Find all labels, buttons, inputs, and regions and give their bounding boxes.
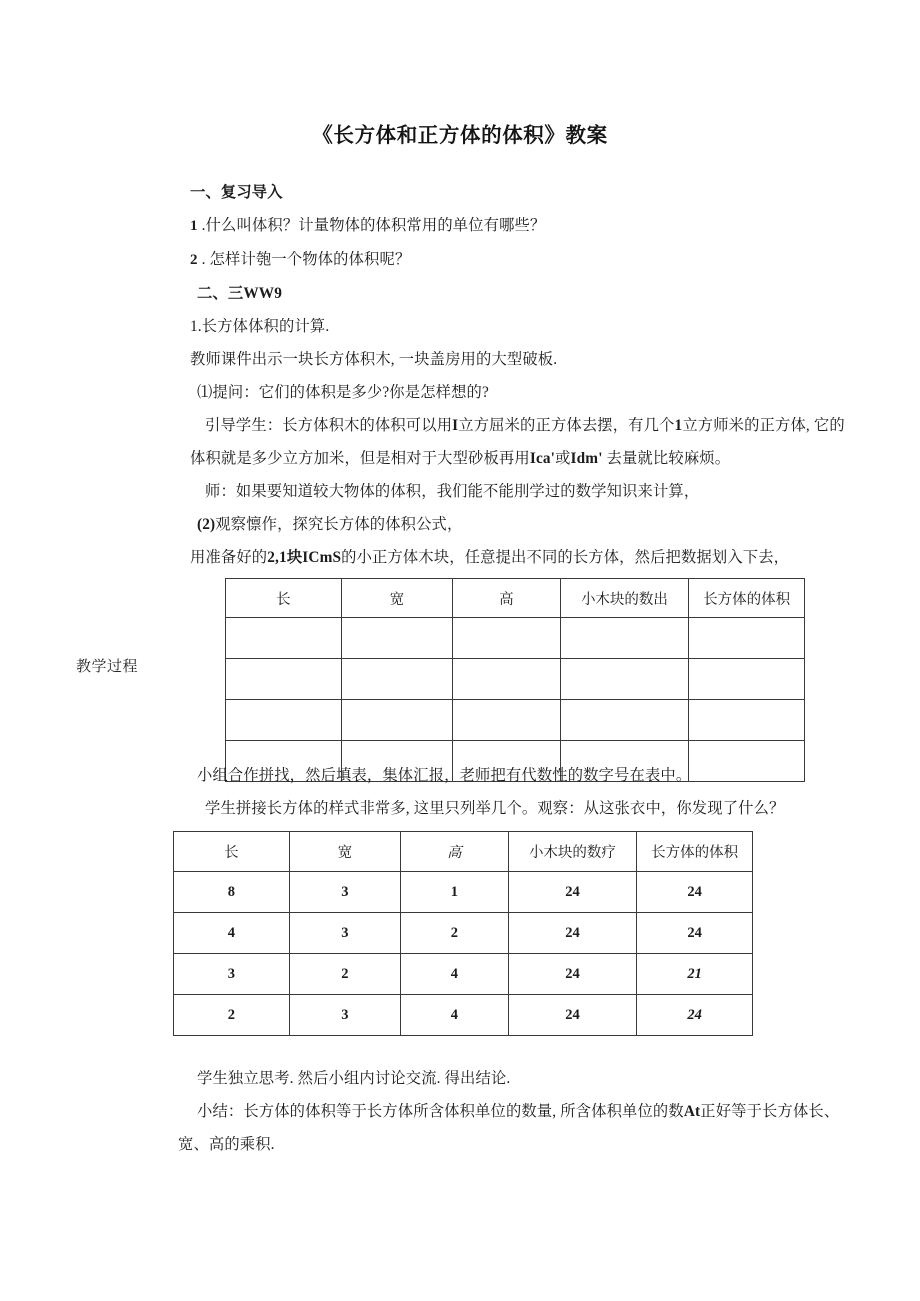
table-cell bbox=[560, 700, 688, 741]
table-row bbox=[174, 913, 753, 954]
guide-students-seg-e: 立方师米的正方体, 它的 bbox=[682, 417, 845, 434]
student-assembly-line: 学生拼接长方体的样式非常多, 这里只列举几个。观察：从这张衣中，你发现了什么？ bbox=[205, 800, 785, 817]
table-header-cell: 宽 bbox=[289, 832, 400, 872]
table-cell: 21 bbox=[637, 954, 753, 995]
table-cell bbox=[341, 700, 452, 741]
materials-count: 2,1 bbox=[267, 549, 287, 566]
table-row bbox=[226, 700, 805, 741]
table-header-cell: 长方体的体积 bbox=[637, 832, 753, 872]
table-cell bbox=[452, 700, 560, 741]
table-cell bbox=[560, 659, 688, 700]
guide-students-seg-c: 立方屈米的正方体去摆，有几个 bbox=[458, 417, 675, 434]
table-cell bbox=[689, 618, 805, 659]
materials-seg-e: 的小正方体木块，任意提出不同的长方体，然后把数据划入下去， bbox=[341, 549, 790, 566]
subsection-1-title: 1.长方体体积的计算. bbox=[190, 318, 330, 335]
page-title: 《长方体和正方体的体积》教案 bbox=[312, 124, 608, 147]
summary-seg-c: 正好等于长方体长、 bbox=[700, 1103, 840, 1120]
guide-students-line-2 bbox=[190, 442, 865, 475]
activity-2-line bbox=[190, 508, 865, 541]
body-text-column bbox=[190, 176, 865, 574]
table-header-cell: 小木块的数出 bbox=[560, 579, 688, 618]
table-cell bbox=[689, 659, 805, 700]
guide-students-line-1 bbox=[190, 409, 865, 442]
guide-students-seg-b: I bbox=[452, 417, 459, 434]
table-cell: 2 bbox=[289, 954, 400, 995]
table-cell: 3 bbox=[289, 995, 400, 1036]
table-cell: 24 bbox=[637, 913, 753, 954]
materials-seg-c: 块 bbox=[286, 549, 303, 566]
table-cell: 8 bbox=[174, 872, 290, 913]
review-item-2-number: 2 bbox=[190, 252, 198, 268]
teacher-prompt-line: 师：如果要知道较大物体的体积，我们能不能刖学过的数学知识来计算， bbox=[205, 483, 700, 500]
independent-thinking-line: 学生独立思考. 然后小组内讨论交流. 得出结论. bbox=[197, 1070, 511, 1087]
section-heading-review: 一、复习导入 bbox=[190, 184, 283, 201]
table-cell bbox=[226, 700, 342, 741]
table-cell: 24 bbox=[637, 872, 753, 913]
table-cell bbox=[560, 618, 688, 659]
table-cell: 3 bbox=[174, 954, 290, 995]
materials-line bbox=[190, 541, 865, 574]
materials-seg-a: 用准备好的 bbox=[190, 549, 268, 566]
guide-students-seg-a: 引导学生：长方体积木的体积可以用 bbox=[205, 417, 453, 434]
summary-seg-a: 小结：长方体的体积等于长方体所含体积单位的数量, 所含体积单位的数 bbox=[197, 1103, 684, 1120]
table-cell bbox=[452, 618, 560, 659]
table-cell bbox=[452, 659, 560, 700]
materials-unit: ICmS bbox=[302, 549, 342, 566]
table-row bbox=[174, 995, 753, 1036]
summary-line-1 bbox=[190, 1095, 865, 1128]
table-row bbox=[174, 954, 753, 995]
review-item-2 bbox=[190, 243, 865, 277]
table-header-cell: 高 bbox=[400, 832, 508, 872]
table-cell: 24 bbox=[508, 913, 636, 954]
table-cell: 24 bbox=[637, 995, 753, 1036]
table-header-cell: 长方体的体积 bbox=[689, 579, 805, 618]
table-header-cell: 长 bbox=[226, 579, 342, 618]
activity-2-number: (2) bbox=[197, 516, 216, 533]
table-cell: 2 bbox=[400, 913, 508, 954]
unit-dm-cubed: Idm' bbox=[570, 450, 603, 467]
table-cell bbox=[341, 618, 452, 659]
table-cell: 2 bbox=[174, 995, 290, 1036]
table-cell: 24 bbox=[508, 872, 636, 913]
table-header-cell: 宽 bbox=[341, 579, 452, 618]
table-cell: 3 bbox=[289, 913, 400, 954]
table-cell: 1 bbox=[400, 872, 508, 913]
table-header-cell: 高 bbox=[452, 579, 560, 618]
table-cell bbox=[226, 659, 342, 700]
table-cell bbox=[341, 659, 452, 700]
guide-students2-seg-e: 去量就比较麻烦。 bbox=[602, 450, 731, 467]
table-row bbox=[174, 832, 753, 872]
question-1-line: ⑴提问：它们的体积是多少?你是怎样想的? bbox=[197, 384, 489, 401]
teacher-courseware-line: 教师课件出示一块长方体积木, 一块盖房用的大型破板. bbox=[190, 351, 558, 368]
review-item-1-number: 1 bbox=[190, 218, 198, 234]
table-row bbox=[226, 579, 805, 618]
table-cell bbox=[689, 700, 805, 741]
guide-students2-seg-c: 或 bbox=[555, 450, 571, 467]
table-row bbox=[226, 618, 805, 659]
table-cell: 24 bbox=[508, 954, 636, 995]
volume-data-table bbox=[173, 831, 753, 1036]
gutter-label-teaching-process: 教学过程 bbox=[76, 659, 139, 675]
activity-2-text: 观察懔作，探究长方体的体积公式， bbox=[215, 516, 463, 533]
table-cell: 4 bbox=[400, 995, 508, 1036]
review-item-1 bbox=[190, 209, 865, 243]
table-row bbox=[174, 872, 753, 913]
summary-line-2: 宽、高的乘积. bbox=[178, 1136, 275, 1153]
table-cell: 24 bbox=[508, 995, 636, 1036]
table-header-cell: 小木块的数疗 bbox=[508, 832, 636, 872]
between-tables-text bbox=[190, 759, 865, 825]
review-item-2-text: . 怎样计匏一个物体的体积呢？ bbox=[201, 251, 411, 268]
unit-cm-cubed: Ica' bbox=[529, 450, 556, 467]
group-cooperation-line: 小组合作拼找，然后填表，集体汇报，老师把有代数性的数字号在表中。 bbox=[197, 767, 692, 784]
after-tables-text bbox=[190, 1062, 865, 1128]
summary-seg-b: At bbox=[683, 1103, 701, 1120]
table-cell: 4 bbox=[400, 954, 508, 995]
table-cell: 3 bbox=[289, 872, 400, 913]
blank-measurement-table bbox=[225, 578, 805, 782]
guide-students-seg-d: 1 bbox=[674, 417, 683, 434]
review-item-1-text: .什么叫体积？计量物体的体积常用的单位有哪些？ bbox=[201, 217, 546, 234]
table-cell: 4 bbox=[174, 913, 290, 954]
table-header-cell: 长 bbox=[174, 832, 290, 872]
section-heading-new-content: 二、三WW9 bbox=[197, 285, 283, 302]
table-row bbox=[226, 659, 805, 700]
guide-students2-seg-a: 体积就是多少立方加米，但是相对于大型砂板再用 bbox=[190, 450, 530, 467]
table-cell bbox=[226, 618, 342, 659]
